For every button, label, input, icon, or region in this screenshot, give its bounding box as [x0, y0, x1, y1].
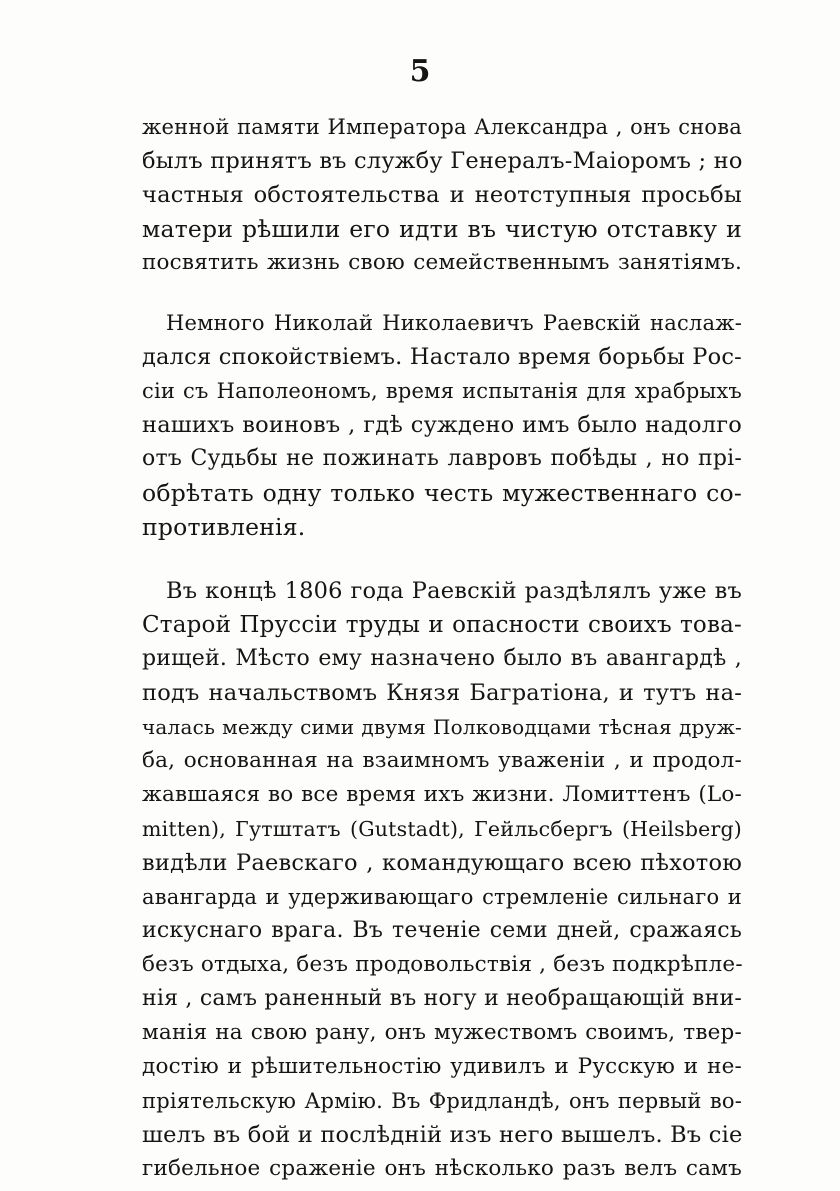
text-line: Немного Николай Николаевичъ Раевскій наслаж-	[166, 311, 742, 335]
text-line: былъ принятъ въ службу Генералъ-Маіоромъ ; но	[142, 148, 743, 174]
text-line: противленія.	[142, 513, 306, 541]
text-line: подъ начальствомъ Князя Багратіона, и тутъ на-	[142, 680, 742, 706]
text-line: манія на свою рану, онъ мужествомъ своимъ, твер-	[142, 1020, 742, 1045]
text-line: матери рѣшили его идти въ чистую отставку и	[142, 215, 742, 243]
text-line: шелъ въ бой и послѣдній изъ него вышелъ. Въ сіе	[142, 1122, 743, 1148]
text-line: сіи съ Наполеономъ, время испытанія для храбрыхъ	[142, 379, 742, 403]
text-line: дался спокойствіемъ. Настало время борьбы Рос-	[142, 344, 742, 370]
text-line: женной памяти Императора Александра , онъ снова	[142, 115, 742, 139]
text-line: обрѣтать одну только честь мужественнаго со-	[142, 479, 742, 507]
text-line: нія , самъ раненный въ ногу и необращающій вни-	[142, 986, 742, 1011]
page-number: 5	[409, 54, 431, 89]
text-line: искуснаго врага. Въ теченіе семи дней, сражаясь	[142, 918, 742, 943]
text-line: посвятить жизнь свою семейственнымъ занятіямъ.	[142, 250, 742, 275]
text-line: гибельное сраженіе онъ нѣсколько разъ велъ самъ	[142, 1156, 742, 1181]
text-line: достію и рѣшительностію удивилъ и Русскую и не-	[142, 1054, 742, 1079]
text-line: Старой Пруссіи труды и опасности своихъ това-	[142, 612, 742, 638]
text-line: видѣли Раевскаго , командующаго всею пѣхотою	[142, 850, 742, 876]
text-line: жавшаяся во все время ихъ жизни. Ломиттенъ (Lo-	[142, 782, 742, 807]
text-line: авангарда и удерживающаго стремленіе сильнаго и	[142, 885, 742, 909]
text-line: безъ отдыха, безъ продовольствія , безъ подкрѣпле-	[142, 952, 743, 977]
text-line: пріятельскую Армію. Въ Фридландѣ, онъ первый во-	[142, 1089, 742, 1113]
text-line: mitten), Гутштатъ (Gutstadt), Гейльсбергъ (Heilsberg)	[142, 817, 742, 841]
text-line: отъ Судьбы не пожинать лавровъ побѣды , но прі-	[142, 446, 742, 471]
text-line: Въ концѣ 1806 года Раевскій раздѣлялъ уже въ	[166, 578, 742, 604]
text-line: рищей. Мѣсто ему назначено было въ авангардѣ ,	[142, 646, 742, 671]
text-line: частныя обстоятельства и неотступныя просьбы	[142, 182, 742, 208]
text-line: нашихъ воиновъ , гдѣ суждено имъ было надолго	[142, 412, 742, 438]
text-line: ба, основанная на взаимномъ уваженіи , и продол-	[142, 748, 742, 773]
text-line: чалась между сими двумя Полководцами тѣсная друж-	[142, 715, 742, 739]
